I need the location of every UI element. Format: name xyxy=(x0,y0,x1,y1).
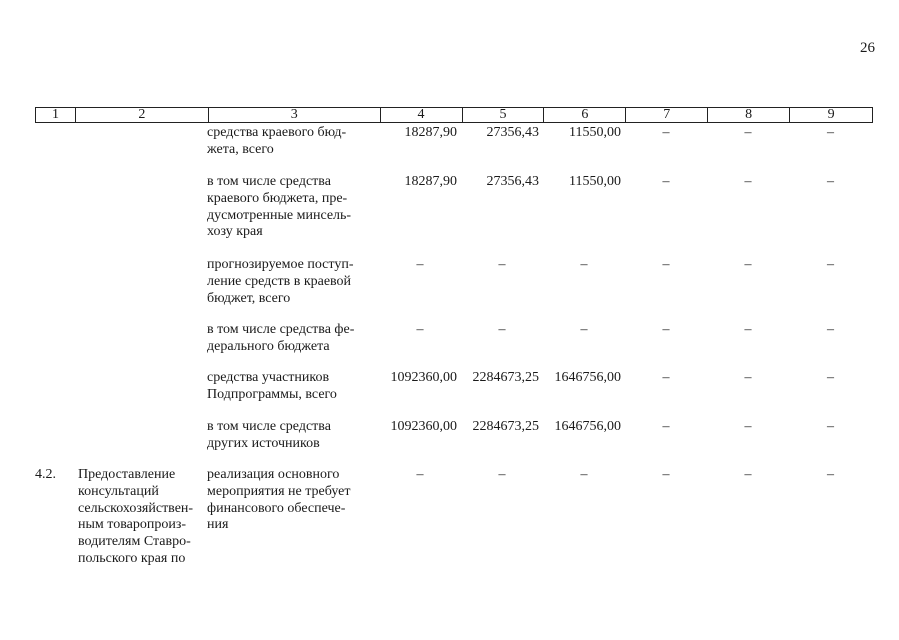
table-row xyxy=(35,370,873,404)
cell-value-col8: – xyxy=(744,467,752,482)
cell-value-col9: – xyxy=(827,257,834,272)
cell-value-col6: – xyxy=(580,467,588,482)
cell-value-col7: – xyxy=(662,467,670,482)
cell-value-col9: – xyxy=(827,322,834,337)
cell-number: 4.2. xyxy=(35,467,56,482)
cell-value-col4: 18287,90 xyxy=(404,174,457,189)
cell-value-col6: 1646756,00 xyxy=(554,370,621,385)
cell-value-col4: 18287,90 xyxy=(404,125,457,140)
cell-value-col4: 1092360,00 xyxy=(390,370,457,385)
cell-value-col7: – xyxy=(662,125,670,140)
cell-value-col8: – xyxy=(744,174,752,189)
column-header-9: 9 xyxy=(789,108,872,122)
cell-value-col6: – xyxy=(580,322,588,337)
cell-number xyxy=(35,257,74,307)
cell-event-name xyxy=(74,174,207,241)
table-row xyxy=(35,467,873,568)
cell-value-col5: – xyxy=(498,322,506,337)
cell-funding-source: в том числе средства фе- дерального бюджета xyxy=(207,322,355,354)
cell-value-col4: 1092360,00 xyxy=(390,419,457,434)
cell-value-col7: – xyxy=(662,322,670,337)
cell-event-name xyxy=(74,257,207,307)
cell-event-name: Предоставление консультаций сельскохозяйствен- ным товаропроиз- водителям Ставро- польского края по xyxy=(78,467,194,566)
cell-number xyxy=(35,174,74,241)
cell-value-col8: – xyxy=(744,419,752,434)
table-header-row xyxy=(35,107,873,123)
cell-event-name xyxy=(74,419,207,453)
cell-event-name xyxy=(74,370,207,404)
cell-value-col4: – xyxy=(416,257,424,272)
cell-value-col9: – xyxy=(827,467,834,482)
cell-number xyxy=(35,370,74,404)
table-row xyxy=(35,322,873,356)
cell-funding-source: прогнозируемое поступ- ление средств в краевой бюджет, всего xyxy=(207,257,354,306)
cell-value-col9: – xyxy=(827,419,834,434)
column-header-1: 1 xyxy=(51,107,59,122)
cell-funding-source: средства краевого бюд- жета, всего xyxy=(207,125,347,157)
cell-value-col4: – xyxy=(416,322,424,337)
cell-value-col8: – xyxy=(744,257,752,272)
cell-event-name xyxy=(74,125,207,159)
cell-value-col6: – xyxy=(580,257,588,272)
cell-value-col7: – xyxy=(662,419,670,434)
cell-value-col5: – xyxy=(498,467,506,482)
cell-event-name xyxy=(74,322,207,356)
cell-value-col7: – xyxy=(662,174,670,189)
table-row xyxy=(35,125,873,159)
table-row xyxy=(35,257,873,307)
cell-value-col7: – xyxy=(662,370,670,385)
column-header-8: 8 xyxy=(707,108,789,122)
cell-value-col4: – xyxy=(416,467,424,482)
page-number: 26 xyxy=(860,40,875,56)
cell-value-col8: – xyxy=(744,125,752,140)
table-row xyxy=(35,174,873,241)
cell-value-col5: 2284673,25 xyxy=(472,370,539,385)
cell-funding-source: в том числе средства краевого бюджета, пре- дусмотренные минсель- хозу края xyxy=(207,174,352,240)
column-header-7: 7 xyxy=(625,108,707,122)
cell-value-col8: – xyxy=(744,370,752,385)
cell-value-col9: – xyxy=(827,370,834,385)
column-header-6: 6 xyxy=(543,108,625,122)
column-header-4: 4 xyxy=(380,108,462,122)
cell-number xyxy=(35,419,74,453)
cell-value-col5: 2284673,25 xyxy=(472,419,539,434)
cell-funding-source: в том числе средства других источников xyxy=(207,419,331,451)
cell-value-col9: – xyxy=(827,125,834,140)
column-header-3: 3 xyxy=(208,108,380,122)
cell-value-col9: – xyxy=(827,174,834,189)
cell-value-col6: 11550,00 xyxy=(569,174,621,189)
cell-number xyxy=(35,125,74,159)
cell-funding-source: реализация основного мероприятия не требует финансового обеспече- ния xyxy=(207,467,351,533)
cell-number xyxy=(35,322,74,356)
cell-value-col6: 1646756,00 xyxy=(554,419,621,434)
cell-value-col5: 27356,43 xyxy=(486,125,539,140)
cell-value-col5: – xyxy=(498,257,506,272)
column-header-2: 2 xyxy=(75,108,208,122)
cell-funding-source: средства участников Подпрограммы, всего xyxy=(207,370,337,402)
column-header-5: 5 xyxy=(462,108,544,122)
cell-value-col6: 11550,00 xyxy=(569,125,621,140)
table-row xyxy=(35,419,873,453)
cell-value-col5: 27356,43 xyxy=(486,174,539,189)
cell-value-col8: – xyxy=(744,322,752,337)
cell-value-col7: – xyxy=(662,257,670,272)
